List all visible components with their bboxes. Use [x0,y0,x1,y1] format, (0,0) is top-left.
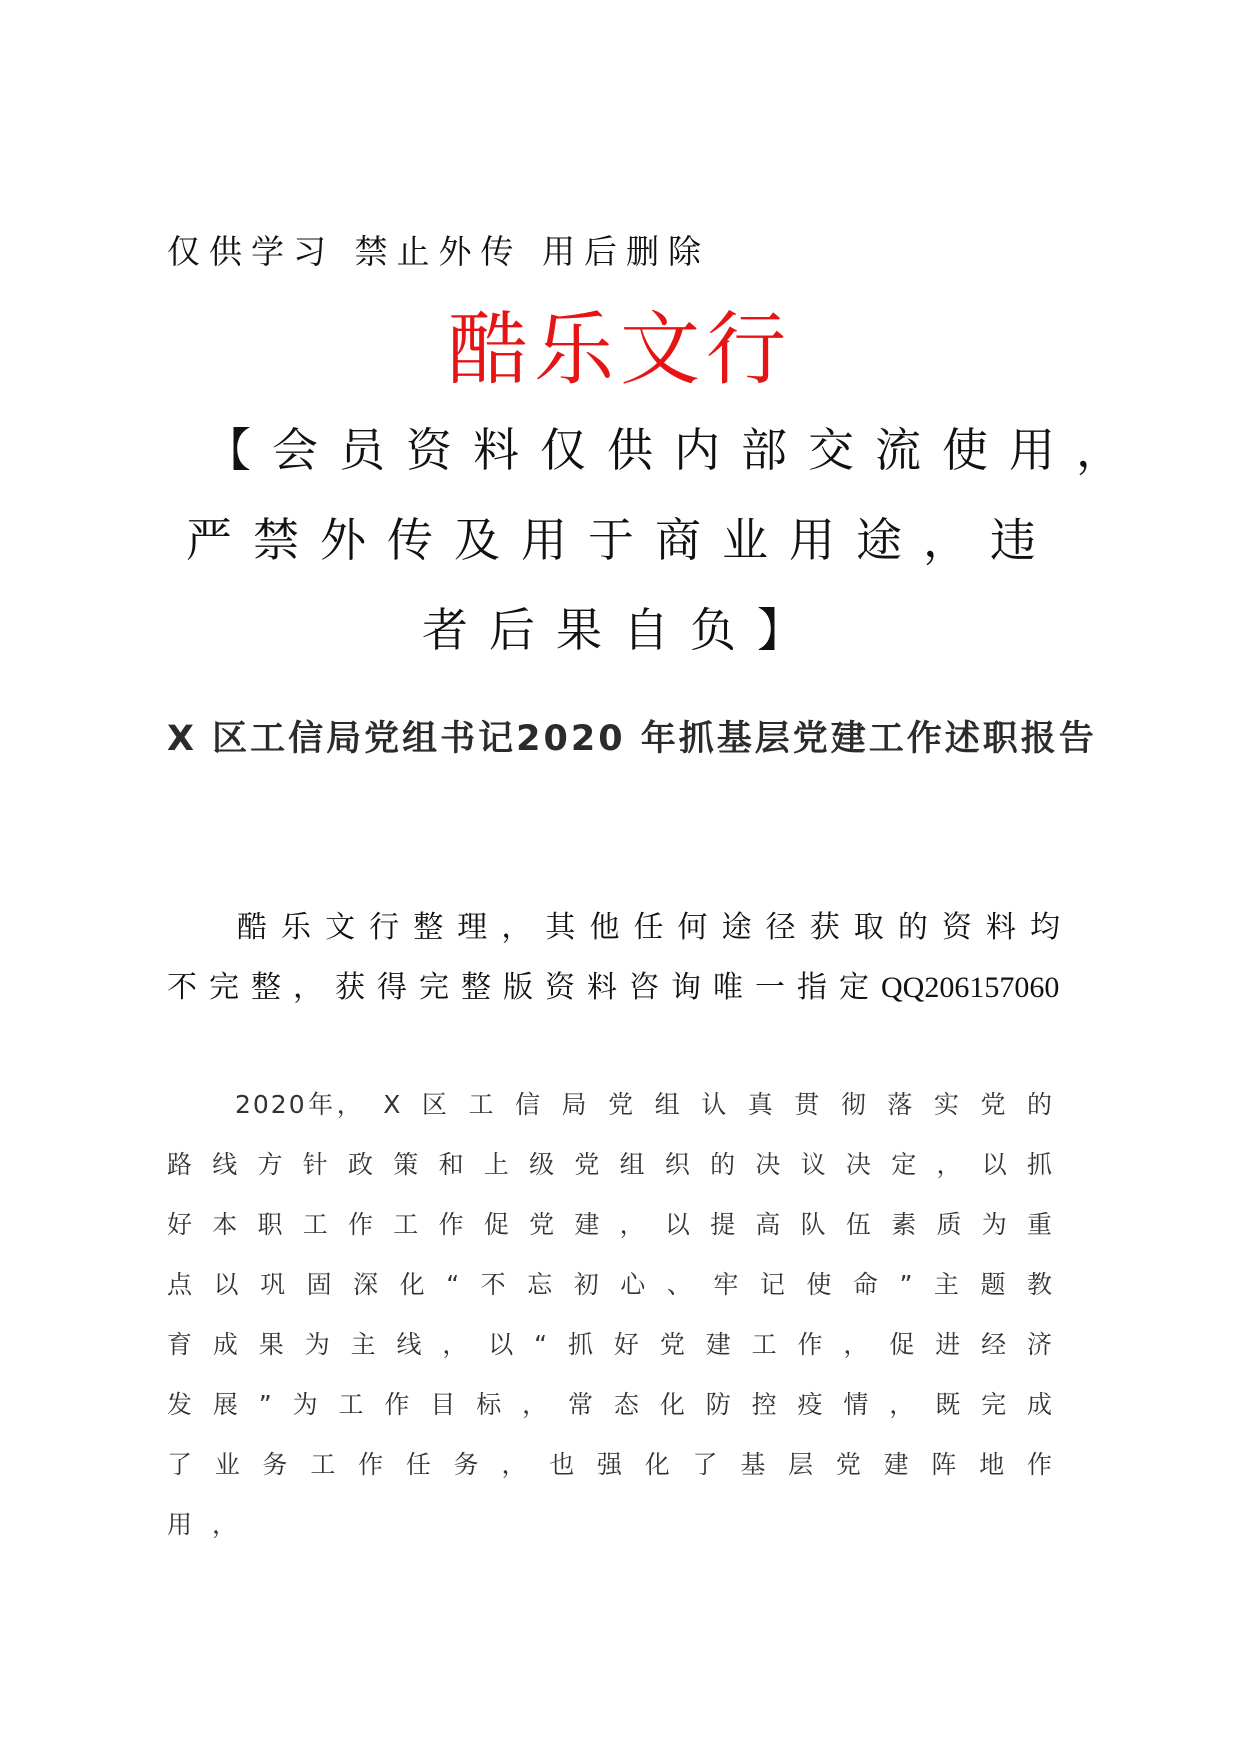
intro-text: 酷乐文行整理，其他任何途径获取的资料均不完整，获得完整版资料咨询唯一指定 [167,911,1072,1004]
member-warning-line-1: 【会员资料仅供内部交流使用， [205,423,1143,477]
body-year: 2020年 [235,1090,337,1119]
contact-qq: QQ206157060 [881,971,1060,1004]
intro-paragraph [167,898,1072,1018]
member-warning-line-3: 者后果自负】 [422,603,824,657]
brand-title: 酷乐文行 [448,303,792,396]
usage-notice: 仅供学习 禁止外传 用后删除 [167,232,710,271]
body-paragraph [167,1075,1072,1555]
member-warning-line-2: 严禁外传及用于商业用途，违 [186,513,1057,567]
document-title: X 区工信局党组书记2020 年抓基层党建工作述职报告 [167,719,1097,759]
body-text: ，X区工信局党组认真贯彻落实党的路线方针政策和上级党组织的决议决定，以抓好本职工作工作促党建，以提高队伍素质为重点以巩固深化“不忘初心、牢记使命”主题教育成果为主线，以“抓好党建工作，促进经济发展”为工作目标，常态化防控疫情，既完成了业务工作任务，也强化了基层党建阵地作用， [167,1090,1072,1539]
